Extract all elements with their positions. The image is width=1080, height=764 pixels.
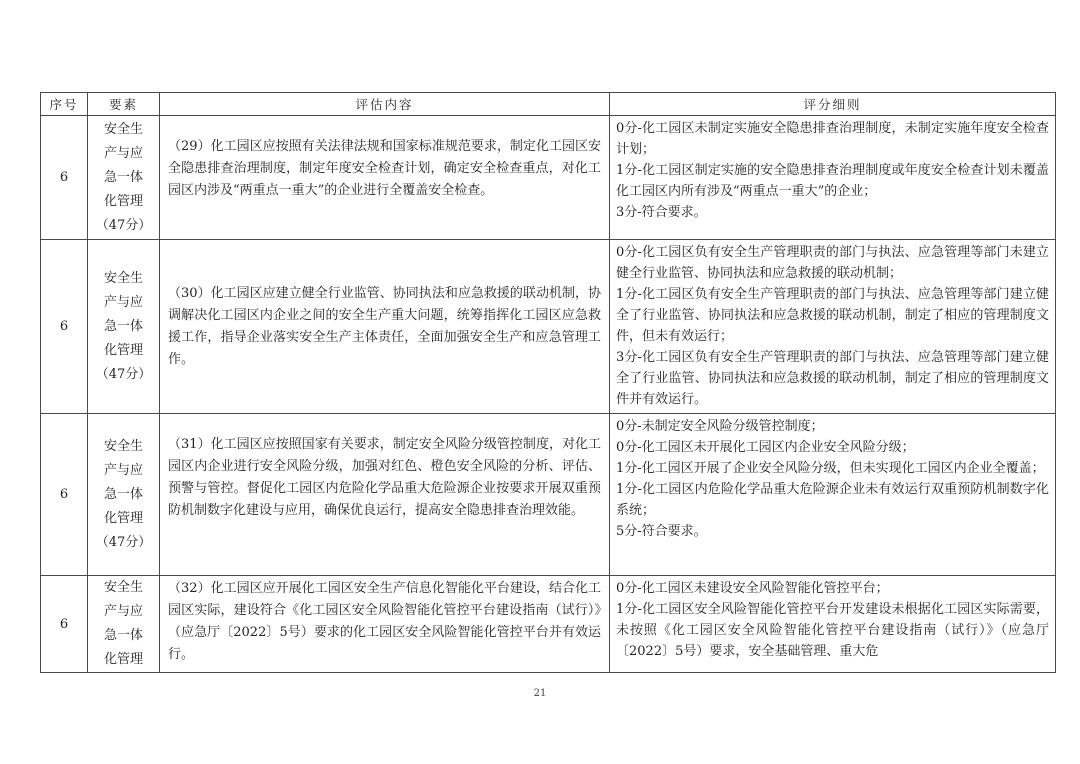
element-line: 产与应 (103, 462, 143, 478)
element-line: 安全生 (103, 270, 143, 286)
row-detail (610, 576, 1056, 673)
element-line: （47分） (95, 366, 152, 382)
row-num: 6 (41, 240, 88, 414)
element-line: 急一体 (103, 628, 143, 643)
element-line: （47分） (95, 534, 152, 550)
header-num: 序号 (41, 93, 88, 116)
row-detail (610, 116, 1056, 240)
element-line: 急一体 (103, 486, 143, 502)
detail-item: 1分-化工园区开展了企业安全风险分级，但未实现化工园区内企业全覆盖； (616, 461, 1045, 476)
page-number: 21 (533, 688, 547, 699)
row-element (88, 414, 160, 576)
header-element: 要素 (88, 93, 160, 116)
row-element (88, 116, 160, 240)
row-element (88, 576, 160, 673)
detail-item: 1分-化工园区内危险化学品重大危险源企业未有效运行双重预防机制数字化系统； (616, 482, 1049, 518)
element-line: 产与应 (103, 145, 143, 161)
row-content: （30）化工园区应建立健全行业监管、协同执法和应急救援的联动机制，协调解决化工园区内企业之间的安全生产重大问题，统筹指挥化工园区应急救援工作，指导企业落实安全生产主体责任，全面加强安全生产和应急管理工作。 (160, 240, 610, 414)
element-line: 化管理 (103, 510, 143, 526)
row-num: 6 (41, 576, 88, 673)
detail-item: 1分-化工园区负有安全生产管理职责的部门与执法、应急管理等部门建立健全了行业监管、协同执法和应急救援的联动机制，制定了相应的管理制度文件，但未有效运行； (616, 287, 1049, 344)
detail-item: 0分-化工园区负有安全生产管理职责的部门与执法、应急管理等部门未建立健全行业监管、协同执法和应急救援的联动机制； (616, 245, 1049, 281)
element-line: 急一体 (103, 318, 143, 334)
assessment-table (40, 92, 1056, 673)
table-row (41, 414, 1056, 576)
detail-item: 0分-未制定安全风险分级管控制度； (616, 419, 824, 434)
row-element (88, 240, 160, 414)
element-line: 产与应 (103, 604, 143, 619)
row-detail (610, 414, 1056, 576)
element-line: 安全生 (103, 121, 143, 137)
detail-item: 1分-化工园区制定实施的安全隐患排查治理制度或年度安全检查计划未覆盖化工园区内所有涉及“两重点一重大”的企业； (616, 163, 1049, 199)
detail-item: 1分-化工园区安全风险智能化管控平台开发建设未根据化工园区实际需要，未按照《化工园区安全风险智能化管控平台建设指南（试行）》（应急厅〔2022〕5号）要求，安全基础管理、重大危 (616, 602, 1049, 659)
table-row (41, 576, 1056, 673)
header-content: 评估内容 (160, 93, 610, 116)
element-line: 产与应 (103, 294, 143, 310)
row-num: 6 (41, 116, 88, 240)
element-line: 安全生 (103, 438, 143, 454)
detail-item: 3分-化工园区负有安全生产管理职责的部门与执法、应急管理等部门建立健全了行业监管、协同执法和应急救援的联动机制，制定了相应的管理制度文件并有效运行。 (616, 350, 1049, 407)
detail-item: 0分-化工园区未开展化工园区内企业安全风险分级； (616, 440, 915, 455)
element-line: 化管理 (103, 193, 143, 209)
detail-item: 0分-化工园区未建设安全风险智能化管控平台； (616, 581, 889, 596)
row-detail (610, 240, 1056, 414)
table-header-row (41, 93, 1056, 116)
row-num: 6 (41, 414, 88, 576)
detail-item: 5分-符合要求。 (616, 524, 707, 539)
row-content: （31）化工园区应按照国家有关要求，制定安全风险分级管控制度，对化工园区内企业进行安全风险分级，加强对红色、橙色安全风险的分析、评估、预警与管控。督促化工园区内危险化学品重大危险源企业按要求开展双重预防机制数字化建设与应用，确保优良运行，提高安全隐患排查治理效能。 (160, 414, 610, 576)
header-detail: 评分细则 (610, 93, 1056, 116)
row-content: （32）化工园区应开展化工园区安全生产信息化智能化平台建设，结合化工园区实际，建设符合《化工园区安全风险智能化管控平台建设指南（试行）》（应急厅〔2022〕5号）要求的化工园区安全风险智能化管控平台并有效运行。 (160, 576, 610, 673)
table-row (41, 240, 1056, 414)
element-line: 急一体 (103, 169, 143, 185)
element-line: 化管理 (103, 342, 143, 358)
element-line: 安全生 (103, 580, 143, 595)
detail-item: 3分-符合要求。 (616, 205, 707, 220)
element-line: （47分） (95, 217, 152, 233)
row-content: （29）化工园区应按照有关法律法规和国家标准规范要求，制定化工园区安全隐患排查治理制度，制定年度安全检查计划，确定安全检查重点，对化工园区内涉及“两重点一重大”的企业进行全覆盖安全检查。 (160, 116, 610, 240)
table-row (41, 116, 1056, 240)
detail-item: 0分-化工园区未制定实施安全隐患排查治理制度，未制定实施年度安全检查计划； (616, 121, 1049, 157)
element-line: 化管理 (103, 652, 143, 667)
